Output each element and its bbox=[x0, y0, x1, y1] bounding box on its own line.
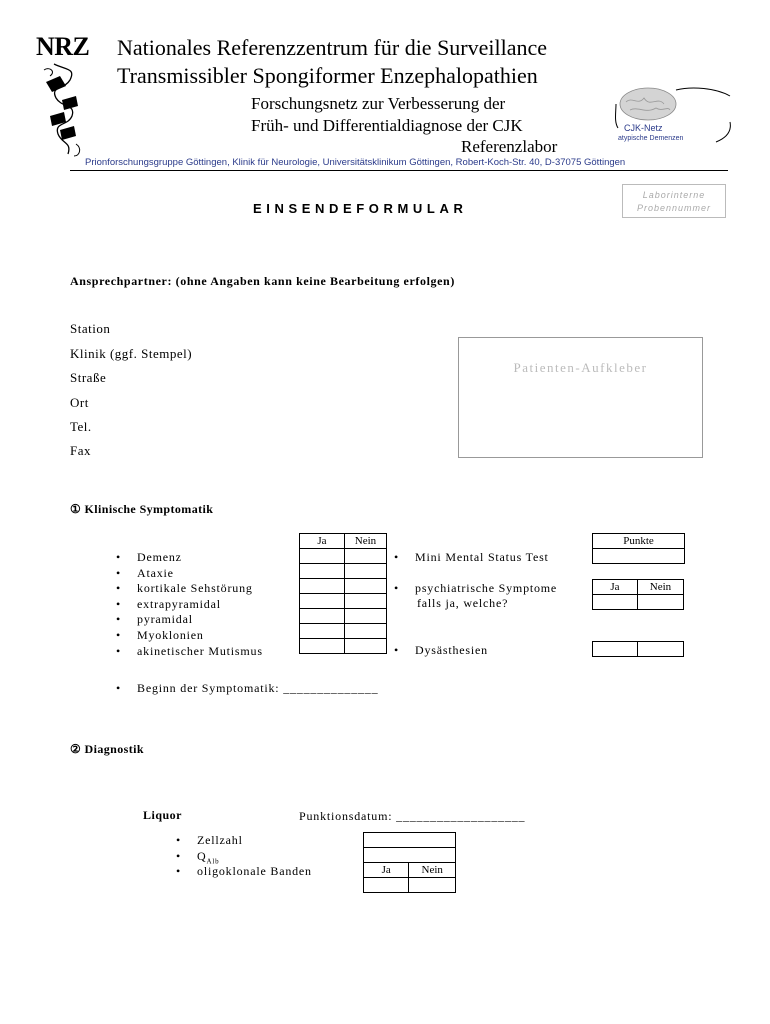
col-ja: Ja bbox=[300, 534, 345, 549]
symptoms-table bbox=[299, 533, 387, 654]
clinical-heading: ① Klinische Symptomatik bbox=[70, 502, 214, 516]
mmst-points-table bbox=[592, 533, 685, 564]
checkbox-yes[interactable] bbox=[364, 878, 409, 893]
header-subtitle-line1: Forschungsnetz zur Verbesserung der bbox=[251, 94, 506, 113]
checkbox-no[interactable] bbox=[638, 595, 684, 610]
header-divider bbox=[70, 170, 728, 171]
institution-address: Prionforschungsgruppe Göttingen, Klinik für Neurologie, Universitätsklinikum Göttingen, Robert-Koch-Str. 40, D-37075 Göttingen bbox=[85, 157, 626, 168]
list-item: • akinetischer Mutismus bbox=[116, 643, 263, 658]
points-header: Punkte bbox=[593, 534, 685, 549]
checkbox-no[interactable] bbox=[345, 624, 387, 639]
list-item: • Ataxie bbox=[116, 565, 174, 580]
checkbox-yes[interactable] bbox=[593, 642, 638, 657]
col-nein: Nein bbox=[409, 863, 456, 878]
field-fax[interactable]: Fax bbox=[70, 443, 91, 458]
list-item: • pyramidal bbox=[116, 612, 193, 627]
checkbox-yes[interactable] bbox=[300, 594, 345, 609]
onset-field[interactable]: • Beginn der Symptomatik: ______________ bbox=[116, 681, 379, 695]
checkbox-no[interactable] bbox=[345, 579, 387, 594]
checkbox-no[interactable] bbox=[345, 564, 387, 579]
cjk-netz-brain-logo bbox=[612, 82, 736, 148]
brain-logo-label2: atypische Demenzen bbox=[618, 135, 684, 142]
header-title bbox=[117, 34, 547, 90]
mmst-label: • Mini Mental Status Test bbox=[394, 550, 549, 564]
field-tel[interactable]: Tel. bbox=[70, 419, 92, 434]
diagnostics-heading: ② Diagnostik bbox=[70, 742, 144, 756]
list-item: • $Q_{Alb}$ bbox=[176, 848, 220, 865]
checkbox-yes[interactable] bbox=[593, 595, 638, 610]
liquor-table bbox=[363, 832, 456, 893]
lab-box-line1: Laborinterne bbox=[642, 190, 706, 200]
checkbox-no[interactable] bbox=[638, 642, 684, 657]
checkbox-yes[interactable] bbox=[300, 564, 345, 579]
checkbox-yes[interactable] bbox=[300, 624, 345, 639]
list-item: • oligoklonale Banden bbox=[176, 864, 312, 879]
header-subtitle bbox=[251, 93, 523, 137]
dysaesthesia-label: • Dysästhesien bbox=[394, 643, 488, 657]
cell-count-input[interactable] bbox=[364, 833, 456, 848]
list-item: • kortikale Sehstörung bbox=[116, 581, 253, 596]
protein-helix-logo bbox=[36, 60, 98, 160]
header-title-line1: Nationales Referenzzentrum für die Surveillance bbox=[117, 35, 548, 60]
points-input[interactable] bbox=[593, 549, 685, 564]
header-subtitle-line2: Früh- und Differentialdiagnose der CJK bbox=[251, 116, 523, 135]
psych-table bbox=[592, 579, 684, 610]
checkbox-no[interactable] bbox=[345, 639, 387, 654]
checkbox-no[interactable] bbox=[345, 609, 387, 624]
list-item: • Demenz bbox=[116, 550, 182, 564]
patient-sticker-area[interactable]: Patienten-Aufkleber bbox=[458, 337, 703, 458]
col-nein: Nein bbox=[638, 580, 684, 595]
field-klinik[interactable]: Klinik (ggf. Stempel) bbox=[70, 346, 193, 361]
field-ort[interactable]: Ort bbox=[70, 395, 89, 410]
qalb-input[interactable] bbox=[364, 848, 456, 863]
checkbox-yes[interactable] bbox=[300, 579, 345, 594]
list-item: • extrapyramidal bbox=[116, 596, 221, 611]
form-title: EINSENDEFORMULAR bbox=[253, 201, 468, 216]
list-item: • Myoklonien bbox=[116, 627, 204, 642]
checkbox-no[interactable] bbox=[345, 549, 387, 564]
psych-followup-label: falls ja, welche? bbox=[417, 596, 509, 610]
nrz-logo-text: NRZ bbox=[36, 32, 90, 61]
puncture-date-field[interactable]: Punktionsdatum: ___________________ bbox=[299, 809, 526, 823]
checkbox-no[interactable] bbox=[409, 878, 456, 893]
lab-box-line2: Probennummer bbox=[636, 203, 712, 213]
lab-sample-number-box[interactable] bbox=[622, 184, 726, 218]
col-nein: Nein bbox=[345, 534, 387, 549]
contact-heading: Ansprechpartner: (ohne Angaben kann keine Bearbeitung erfolgen) bbox=[70, 274, 455, 288]
checkbox-yes[interactable] bbox=[300, 549, 345, 564]
list-item: • Zellzahl bbox=[176, 833, 243, 847]
liquor-label: Liquor bbox=[143, 808, 183, 822]
brain-logo-label1: CJK-Netz bbox=[624, 123, 663, 133]
field-strasse[interactable]: Straße bbox=[70, 370, 107, 385]
header-title-line2: Transmissibler Spongiformer Enzephalopathien bbox=[117, 63, 538, 88]
header-referenzlabor: Referenzlabor bbox=[461, 137, 558, 156]
liquor-list bbox=[176, 833, 312, 880]
checkbox-yes[interactable] bbox=[300, 609, 345, 624]
dysaesthesia-table bbox=[592, 641, 684, 657]
col-ja: Ja bbox=[593, 580, 638, 595]
col-ja: Ja bbox=[364, 863, 409, 878]
checkbox-no[interactable] bbox=[345, 594, 387, 609]
field-station[interactable]: Station bbox=[70, 321, 111, 336]
psych-label: • psychiatrische Symptome bbox=[394, 581, 558, 595]
checkbox-yes[interactable] bbox=[300, 639, 345, 654]
symptom-list bbox=[116, 550, 263, 659]
